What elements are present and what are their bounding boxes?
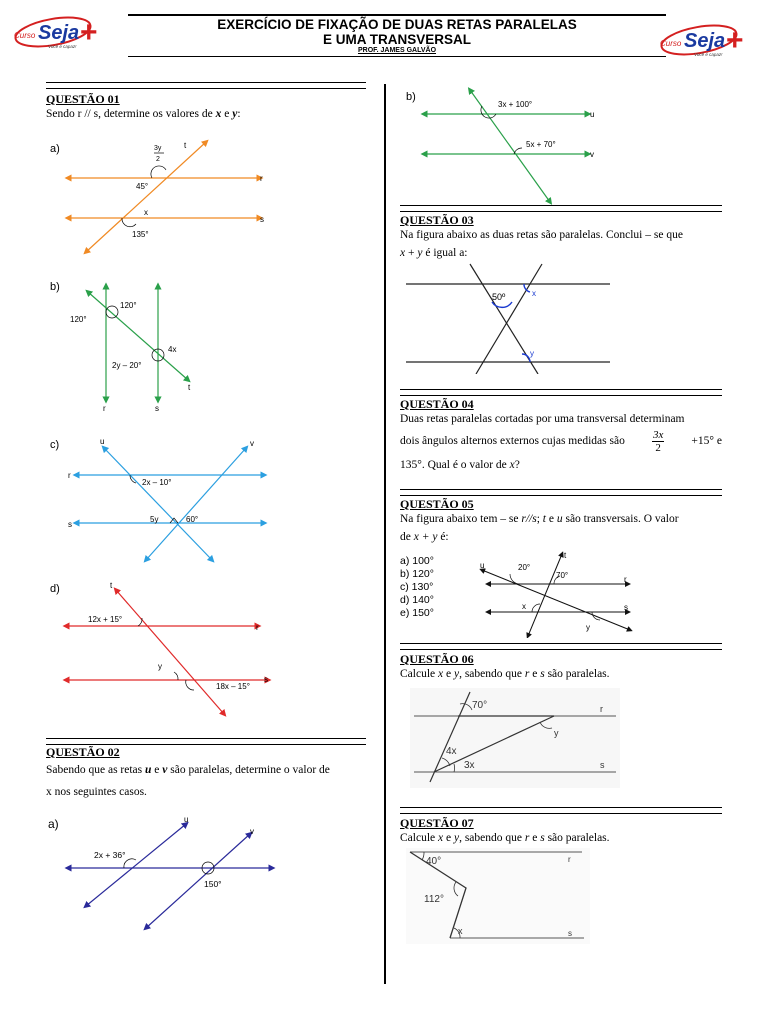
header-bottom-rule: [128, 56, 666, 57]
page-title-line1: EXERCÍCIO DE FIXAÇÃO DE DUAS RETAS PARALELAS: [217, 17, 577, 32]
logo-curso-text: Curso: [660, 39, 682, 48]
q4-frac-num: 3x: [652, 428, 664, 441]
q4-text: [400, 410, 722, 474]
q2-b-a1: 3x + 100°: [498, 100, 533, 109]
q3-figure: [400, 262, 620, 374]
q3-a1: 50º: [492, 292, 506, 302]
q6-fig-y: y: [554, 728, 559, 738]
q5-fig-t: t: [564, 551, 567, 560]
q1-a-t: t: [184, 141, 187, 150]
q7-y: y: [453, 832, 460, 844]
q3-plus: +: [405, 247, 418, 259]
q6-text1c: e: [443, 668, 454, 680]
q1-bar: [46, 82, 366, 89]
q5-fig-u: u: [480, 561, 485, 570]
q1-a-den: 2: [156, 156, 160, 163]
q1-text-e: e: [221, 108, 233, 120]
q6-fig-a2: 4x: [446, 746, 457, 757]
q1-a-s: s: [260, 215, 264, 224]
q1-figure-c: [46, 432, 276, 568]
q6-fig-a3: 3x: [464, 760, 475, 771]
q3-x: x: [532, 289, 536, 298]
q7-text1c: e: [443, 832, 454, 844]
q5-text1c: ;: [536, 513, 543, 525]
q7-text1i: são paralelas.: [544, 832, 610, 844]
q1-a-r: r: [260, 174, 263, 183]
q1-d-r: r: [256, 623, 259, 632]
q2-bar: [46, 738, 366, 745]
q1-text-a: Sendo r // s, determine os valores de: [46, 108, 216, 120]
q2-figure-a: [46, 812, 276, 934]
q2-b-v: v: [590, 150, 594, 159]
q4-frac-den: 2: [655, 441, 661, 454]
q6-fig-a1: 70°: [472, 700, 488, 711]
logo-plus-text: +: [726, 24, 744, 57]
q6-fig-s: s: [600, 760, 605, 770]
q1-b-a1: 120°: [120, 301, 137, 310]
q3-var-x: x: [400, 247, 406, 259]
logo-curso-text: Curso: [14, 31, 36, 40]
q7-text1g: e: [529, 832, 541, 844]
q5-rs: r//s: [521, 513, 537, 525]
q4-bar: [400, 389, 722, 396]
q2-a-label: a): [48, 817, 59, 831]
logo-plus-text: +: [80, 16, 98, 49]
q7-x: x: [438, 832, 444, 844]
q1-c-a2: 5y: [150, 515, 159, 524]
q5-xy: x + y: [413, 531, 438, 543]
q3-y: y: [530, 349, 534, 358]
q1-d-a3: 18x – 15°: [216, 682, 250, 691]
logo-brand-text: Seja: [38, 22, 80, 44]
q5-text2c: é:: [437, 531, 449, 543]
q1-title: QUESTÃO 01: [46, 92, 120, 106]
q7-fig-r: r: [568, 855, 571, 864]
q1-b-a4: 2y – 20°: [112, 361, 142, 370]
q1-d-a2: y: [158, 662, 162, 671]
q4-text3: +15° e: [691, 435, 722, 447]
q6-y: y: [453, 668, 460, 680]
q4-title: QUESTÃO 04: [400, 397, 474, 411]
q5-text2a: de: [400, 531, 414, 543]
q1-a-num: 3y: [154, 145, 162, 152]
q5-option-a[interactable]: a) 100°: [400, 555, 434, 567]
page-title-line2: E UMA TRANSVERSAL: [322, 32, 471, 47]
q6-text1a: Calcule: [400, 668, 438, 680]
q5-text1g: são transversais. O valor: [562, 513, 679, 525]
q7-fig-s: s: [568, 929, 572, 938]
q6-text1e: , sabendo que: [459, 668, 525, 680]
q2-var-v: v: [162, 764, 168, 776]
q1-d-s: s: [264, 675, 268, 684]
q2-text1: Sabendo que as retas: [46, 764, 145, 776]
q4-fraction: [652, 429, 664, 454]
q5-fig-a2: 70°: [556, 571, 569, 580]
q6-x: x: [438, 668, 444, 680]
q5-option-b[interactable]: b) 120°: [400, 568, 434, 580]
q4-text1: Duas retas paralelas cortadas por uma transversal determinam: [400, 413, 685, 425]
q5-option-e[interactable]: e) 150°: [400, 607, 434, 619]
logo-brand-text: Seja: [684, 30, 726, 52]
q5-bar: [400, 489, 722, 496]
q1-a-x: x: [144, 208, 148, 217]
q7-text1e: , sabendo que: [459, 832, 525, 844]
q1-c-s: s: [68, 520, 72, 529]
q1-var-x: x: [215, 108, 222, 120]
q5-text1a: Na figura abaixo tem – se: [400, 513, 522, 525]
q5-fig-r: r: [624, 575, 627, 584]
header-top-rule: [128, 14, 666, 16]
q5-text1e: e: [545, 513, 557, 525]
q2-text2: são paralelas, determine o valor de: [167, 764, 330, 776]
q4-text4c: ?: [514, 459, 520, 471]
q1-var-y: y: [232, 108, 238, 120]
q3-title: QUESTÃO 03: [400, 213, 474, 227]
q6-fig-r: r: [600, 704, 603, 714]
q3-text2d: é igual a:: [422, 247, 468, 259]
q6-text: [400, 665, 722, 683]
q1-c-u: u: [100, 437, 105, 446]
q1-b-s: s: [155, 404, 159, 413]
q1-text-end: :: [237, 108, 241, 120]
q3-var-y: y: [417, 247, 423, 259]
q7-figure: [406, 848, 590, 944]
q1-figure-d: [46, 578, 276, 718]
q5-u: u: [556, 513, 563, 525]
q2-title: QUESTÃO 02: [46, 745, 120, 759]
q2-a-u: u: [184, 815, 189, 824]
q1-b-a3: 4x: [168, 345, 177, 354]
q1-d-a1: 12x + 15°: [88, 615, 123, 624]
q6-title: QUESTÃO 06: [400, 652, 474, 666]
q1-c-v: v: [250, 439, 254, 448]
logo-right: [654, 18, 759, 62]
q1-d-t: t: [110, 581, 113, 590]
q1-c-a3: 60°: [186, 515, 199, 524]
q1-figure-b: [46, 278, 276, 418]
logo-tagline: Você é capaz!: [694, 52, 723, 57]
q7-text1a: Calcule: [400, 832, 438, 844]
q1-b-label: b): [50, 281, 60, 293]
logo-tagline: Você é capaz!: [48, 44, 77, 49]
q7-r: r: [524, 832, 530, 844]
q7-fig-x: x: [458, 926, 463, 936]
q5-options: [400, 555, 434, 620]
q3-text1: Na figura abaixo as duas retas são paralelas. Conclui – se que: [400, 229, 683, 241]
q2-b-a2: 5x + 70°: [526, 140, 556, 149]
q5-fig-a1: 20°: [518, 563, 531, 572]
logo-left: [8, 10, 113, 54]
q1-b-r: r: [103, 404, 106, 413]
q2-a-v: v: [250, 827, 254, 836]
q5-fig-s: s: [624, 603, 628, 612]
q7-fig-a1: 40°: [426, 856, 442, 867]
q5-option-c[interactable]: c) 130°: [400, 581, 434, 593]
q4-text4a: 135°. Qual é o valor de: [400, 459, 510, 471]
q6-s: s: [540, 668, 545, 680]
q5-figure: [474, 548, 634, 638]
q2-a-a2: 150°: [204, 879, 222, 889]
q1-a-label: a): [50, 143, 60, 155]
q2-figure-b: [400, 84, 620, 206]
q2-text-e: e: [151, 764, 163, 776]
q1-b-t: t: [188, 383, 191, 392]
q1-a-ang2: 135°: [132, 230, 149, 239]
q7-s: s: [540, 832, 545, 844]
q7-bar: [400, 807, 722, 814]
q7-fig-a2: 112°: [424, 894, 444, 905]
q5-title: QUESTÃO 05: [400, 497, 474, 511]
column-divider: [384, 84, 386, 984]
q2-text: [46, 759, 366, 803]
q4-text2: dois ângulos alternos externos cujas medidas são: [400, 435, 625, 447]
q6-figure: [410, 688, 620, 788]
q3-bar: [400, 205, 722, 212]
q6-text1i: são paralelas.: [544, 668, 610, 680]
q1-c-r: r: [68, 471, 71, 480]
q4-var-x: x: [509, 459, 515, 471]
q2-text3: x nos seguintes casos.: [46, 786, 147, 798]
q6-text1g: e: [529, 668, 541, 680]
q1-b-a2: 120°: [70, 315, 87, 324]
q6-r: r: [524, 668, 530, 680]
q1-a-ang1: 45°: [136, 182, 149, 191]
q5-fig-x: x: [522, 602, 526, 611]
q5-t: t: [542, 513, 546, 525]
q2-var-u: u: [145, 764, 152, 776]
q6-bar: [400, 643, 722, 650]
q2-b-u: u: [590, 110, 595, 119]
q2-b-label: b): [406, 91, 416, 103]
q7-title: QUESTÃO 07: [400, 816, 474, 830]
q1-c-a1: 2x – 10°: [142, 478, 172, 487]
professor-name: PROF. JAMES GALVÃO: [357, 47, 437, 54]
q1-d-label: d): [50, 583, 60, 595]
q1-figure-a: [46, 136, 276, 258]
q2-a-a1: 2x + 36°: [94, 850, 126, 860]
q1-c-label: c): [50, 439, 60, 451]
q1-text: [46, 105, 366, 123]
q5-fig-y: y: [586, 623, 590, 632]
q5-option-d[interactable]: d) 140°: [400, 594, 434, 606]
q5-text: [400, 510, 722, 546]
q7-text: [400, 829, 722, 847]
q3-text: [400, 226, 722, 262]
